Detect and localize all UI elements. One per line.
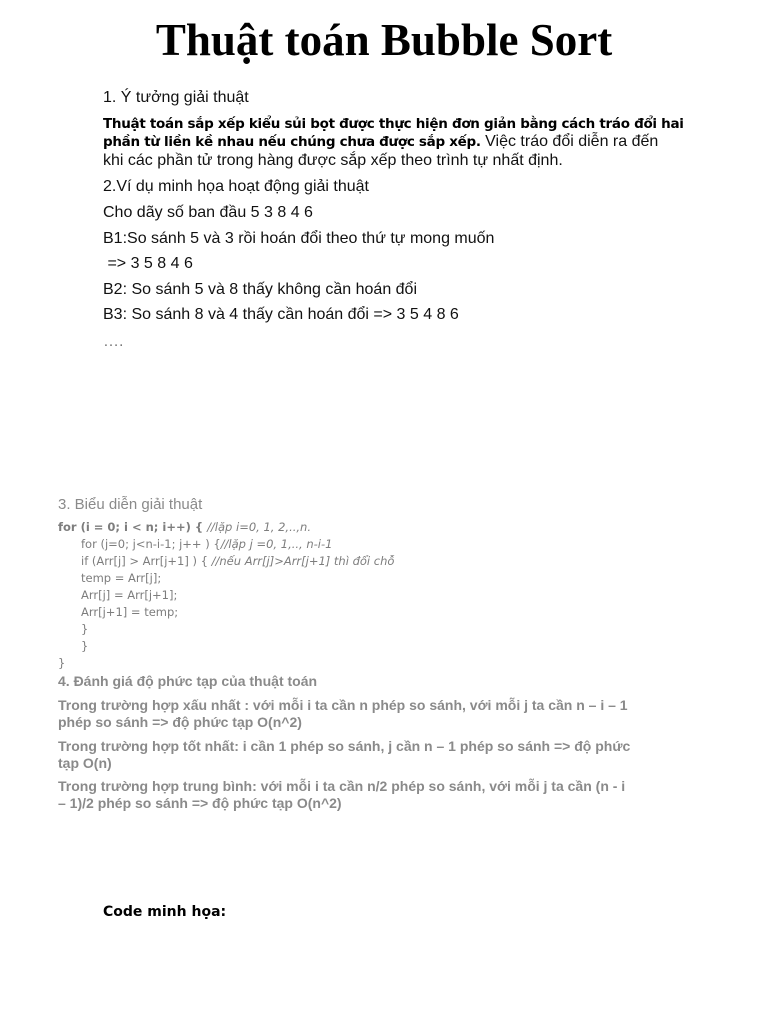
section1-line2 — [103, 133, 658, 151]
best-case-line1: Trong trường hợp tốt nhất: i cần 1 phép so sánh, j cần n – 1 phép so sánh => độ phức — [58, 738, 631, 754]
section1-bold-line2: phần từ liền kề nhau nếu chúng chưa được sắp xếp. — [103, 134, 481, 150]
code-line-3-code: if (Arr[j] > Arr[j+1] ) { — [81, 554, 212, 568]
code-line-1 — [58, 520, 311, 534]
avg-case-line1: Trong trường hợp trung bình: với mỗi i ta cần n/2 phép so sánh, với mỗi j ta cần (n - i — [58, 778, 626, 794]
section2-line: B1:So sánh 5 và 3 rồi hoán đổi theo thứ tự mong muốn — [103, 230, 495, 247]
code-line-1-code: for (i = 0; i < n; i++) { — [58, 520, 208, 534]
code-line-2-comment: //lặp j =0, 1,.., n-i-1 — [220, 537, 333, 551]
code-line-7: } — [81, 622, 89, 636]
worst-case-line1: Trong trường hợp xấu nhất : với mỗi i ta cần n phép so sánh, với mỗi j ta cần n – i – 1 — [58, 697, 628, 713]
code-line-6: Arr[j+1] = temp; — [81, 605, 179, 619]
section2-line: Cho dãy số ban đầu 5 3 8 4 6 — [103, 204, 313, 221]
code-line-2-code: for (j=0; j<n-i-1; j++ ) { — [81, 537, 221, 551]
section2-line: B3: So sánh 8 và 4 thấy cần hoán đổi => 3 5 4 8 6 — [103, 306, 459, 323]
section2-line: => 3 5 8 4 6 — [103, 255, 193, 272]
section3-heading: 3. Biểu diễn giải thuật — [58, 496, 203, 513]
code-line-3 — [81, 554, 394, 568]
code-line-2 — [81, 537, 332, 551]
section2-heading: 2.Ví dụ minh họa hoạt động giải thuật — [103, 178, 369, 195]
section4-heading: 4. Đánh giá độ phức tạp của thuật toán — [58, 673, 318, 689]
code-line-9: } — [58, 656, 66, 670]
section2-line: B2: So sánh 5 và 8 thấy không cần hoán đổi — [103, 281, 418, 298]
code-example-label: Code minh họa: — [103, 904, 227, 920]
worst-case-line2: phép so sánh => độ phức tạp O(n^2) — [58, 714, 302, 730]
section1-line3: khi các phần tử trong hàng được sắp xếp theo trình tự nhất định. — [103, 152, 563, 169]
section1-heading: 1. Ý tưởng giải thuật — [103, 89, 249, 106]
code-line-1-comment: //lặp i=0, 1, 2,..,n. — [207, 520, 311, 534]
best-case-line2: tạp O(n) — [58, 755, 112, 771]
section2-ellipsis: …. — [103, 333, 124, 350]
section1-bold-line1: Thuật toán sắp xếp kiểu sủi bọt được thực hiện đơn giản bằng cách tráo đổi hai — [103, 116, 684, 132]
section1-plain-line2: Việc tráo đổi diễn ra đến — [480, 133, 659, 150]
code-line-4: temp = Arr[j]; — [81, 571, 162, 585]
code-line-5: Arr[j] = Arr[j+1]; — [81, 588, 178, 602]
page-title: Thuật toán Bubble Sort — [155, 15, 613, 65]
code-line-8: } — [81, 639, 89, 653]
avg-case-line2: – 1)/2 phép so sánh => độ phức tạp O(n^2) — [58, 795, 342, 811]
code-line-3-comment: //nếu Arr[j]>Arr[j+1] thì đổi chỗ — [211, 554, 395, 568]
